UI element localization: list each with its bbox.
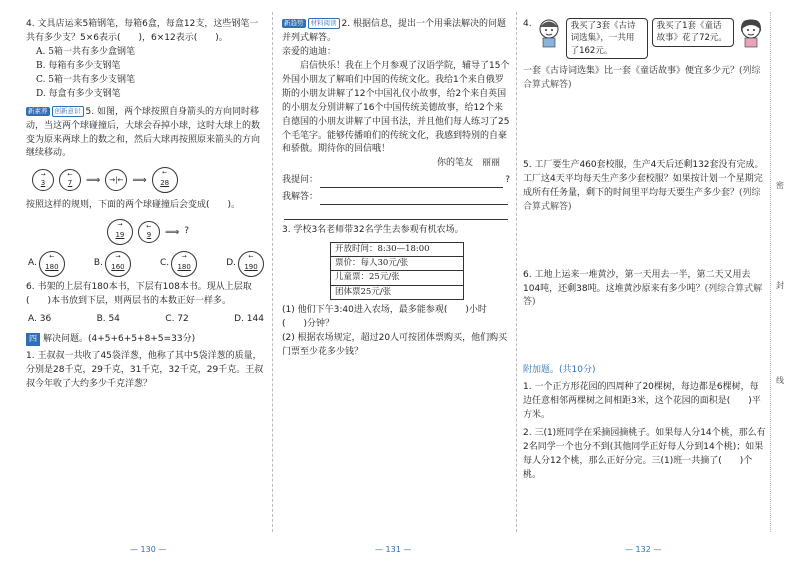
- question-4: [26, 18, 264, 102]
- option-b[interactable]: B. 每箱有多少支钢笔: [36, 60, 121, 71]
- page-number-left: — 130 —: [130, 545, 167, 554]
- extra-question-2: 2. 三(1)班同学在采摘园摘桃子。如果每人分14个桃，那么有2名同学一个也分不到(其他同学正好每人分到14个桃)；如果每人分12个桃，那么正好分完。三(1)班一共摘了( )个桃。: [523, 428, 766, 480]
- child-price: 儿童票：25元/张: [331, 271, 463, 285]
- seal-line: [770, 12, 771, 532]
- problem-4: [523, 18, 766, 155]
- option-a[interactable]: A. 36: [28, 314, 52, 325]
- right-column: [523, 18, 766, 487]
- answer-input-2[interactable]: [284, 208, 508, 220]
- option-c[interactable]: [160, 251, 197, 277]
- arrow-left-icon: ←: [162, 169, 168, 177]
- arrow-left-icon: ←: [49, 253, 55, 261]
- question-5-body: [26, 106, 264, 162]
- middle-column: [282, 18, 510, 364]
- ball-value: 9: [146, 230, 152, 239]
- problem-3-text: 3. 学校3名老师带32名学生去参观有机农场。: [282, 225, 464, 236]
- problem-3-sub2: (2) 根据农场规定，超过20人可按团体票购买，他们购买门票至少花多少钱？: [282, 332, 508, 357]
- arrow-left-icon: ←: [248, 253, 254, 261]
- option-letter: A.: [28, 258, 37, 269]
- problem-3-sub1: (1) 他们下午3:40进入农场，最多能参观( )小时( )分钟？: [282, 304, 487, 329]
- arrow-right-icon: →: [115, 253, 121, 261]
- tag-new-literacy: 新素养: [28, 106, 48, 115]
- letter-body: 启信快乐！我在上个月参观了汉语学院，辅导了15个外国小朋友了解咱们中国的传统文化。我给1个来自俄罗斯的小朋友讲解了12个中国礼仪小故事，给2个来自英国的小朋友分别讲解了16个中国传统美德故事，给12个来自德国的小朋友讲解了中国书法，并且他们每人练习了25个毛笔字。能够传播咱们的传统文化，我感到特别的自豪和骄傲。期待你的回信哦！: [282, 60, 510, 155]
- implies-icon: ⟹: [86, 174, 101, 186]
- arrow-left-icon: ←: [67, 171, 73, 179]
- ball-option: [105, 251, 131, 277]
- answer-area[interactable]: [523, 310, 766, 358]
- ball-diagram-1: [32, 167, 264, 193]
- option-d[interactable]: D. 144: [234, 314, 264, 325]
- speech-bubble-boy: 我买了3套《古诗词选集》，一共用了162元。: [566, 18, 648, 59]
- question-6-text: 6. 书架的上层有180本书，下层有108本书。现从上层取( )本书放到下层，则两层书的本数正好一样多。: [26, 282, 252, 307]
- ball-3-7-collide: →|←: [105, 169, 127, 191]
- ball-value: 160: [111, 262, 125, 271]
- question-4-text: 4. 文具店运来5箱钢笔，每箱6盒，每盒12支，这些钢笔一共有多少支？5×6表示( )，6×12表示( )。: [26, 19, 259, 43]
- option-c[interactable]: C. 5箱一共有多少支钢笔: [36, 74, 136, 85]
- letter-greeting: 亲爱的迪迪：: [282, 46, 337, 57]
- tag-material-reading: 材料阅读: [308, 18, 340, 29]
- answer-area[interactable]: [523, 93, 766, 155]
- ask-input[interactable]: [320, 176, 503, 188]
- speech-bubble-girl: 我买了1套《童话故事》花了72元。: [652, 18, 734, 47]
- ask-end: ?: [505, 175, 510, 186]
- ball-value: 180: [177, 262, 191, 271]
- ask-label: 我提问：: [282, 175, 319, 186]
- ball-option: [39, 251, 65, 277]
- ball-value: 28: [160, 178, 170, 187]
- problem-4-num: 4.: [523, 19, 532, 29]
- question-mark: ?: [184, 226, 190, 237]
- ball-3: [32, 169, 54, 191]
- question-5-text: 5. 如图，两个球按照自身箭头的方向同时移动，当这两个球碰撞后，大球会吞掉小球，这时大球上的数变为原来两球上的数之和，然后大球再按照原来箭头的方向继续移动。: [26, 106, 261, 159]
- option-letter: B.: [93, 258, 103, 269]
- tag-innovation: 创新意识: [52, 106, 84, 117]
- option-c[interactable]: C. 72: [165, 314, 189, 325]
- answer-label: 我解答：: [282, 192, 319, 203]
- problem-4-hint: (列综合算式解答): [523, 65, 761, 90]
- section-4-header: [26, 333, 264, 347]
- ball-value: 19: [115, 230, 125, 239]
- boy-avatar-icon: [536, 18, 562, 48]
- problem-6-text: 6. 工地上运来一堆黄沙，第一天用去一半，第二天又用去104吨，还剩38吨。这堆黄沙原来有多少吨？: [523, 269, 751, 294]
- problem-4-text: [523, 65, 766, 93]
- option-b[interactable]: [94, 251, 131, 277]
- answer-field-2: [282, 208, 510, 220]
- ball-28: [152, 167, 178, 193]
- option-letter: D.: [226, 258, 236, 269]
- option-b[interactable]: B. 54: [96, 314, 120, 325]
- ticket-price: 票价：每人30元/张: [331, 257, 463, 271]
- seal-char-1: 密: [776, 181, 784, 190]
- question-5: [26, 106, 264, 278]
- option-d[interactable]: [226, 251, 264, 277]
- problem-2: [282, 18, 510, 220]
- ball-9: [138, 221, 160, 243]
- open-hours: 开放时间：8:30—18:00: [331, 243, 463, 257]
- problem-5: [523, 159, 766, 265]
- problem-6: [523, 269, 766, 359]
- answer-input[interactable]: [320, 193, 508, 205]
- option-d[interactable]: D. 每盒有多少支钢笔: [36, 88, 121, 99]
- question-5-after: 按照这样的规则，下面的两个球碰撞后会变成( )。: [26, 200, 241, 211]
- answer-field: [282, 191, 510, 205]
- problem-2-body: [282, 18, 510, 46]
- group-price: 团体票25元/张: [335, 286, 392, 297]
- problem-4-question: 一套《古诗词选集》比一套《童话故事》便宜多少元？: [523, 65, 740, 76]
- ball-value: 190: [244, 262, 258, 271]
- left-column: [26, 18, 264, 396]
- ask-field: [282, 174, 510, 188]
- problem-5-hint: (列综合算式解答): [523, 187, 761, 212]
- option-letter: C.: [160, 258, 170, 269]
- ball-19: [107, 219, 133, 245]
- arrow-right-icon: →: [40, 171, 46, 179]
- arrow-left-icon: ←: [146, 223, 152, 231]
- letter-signature: 你的笔友 丽丽: [436, 158, 500, 169]
- implies-icon: ⟹: [164, 226, 180, 238]
- tag-new-trend: 新趋势: [284, 19, 304, 27]
- ball-value: 180: [45, 262, 59, 271]
- farm-info-box: [330, 242, 464, 300]
- problem-1: 1. 王叔叔一共收了45袋洋葱，他称了其中5袋洋葱的质量，分别是28千克，29千克，31千克，32千克，29千克。王叔叔今年收了大约多少千克洋葱？: [26, 351, 264, 389]
- option-a[interactable]: A. 5箱一共有多少盒钢笔: [36, 46, 135, 57]
- answer-area[interactable]: [523, 215, 766, 265]
- extra-section-title: 附加题。(共10分): [523, 365, 596, 376]
- section-title: 解决问题。(4+5+6+5+8+5=33分): [43, 334, 196, 345]
- column-divider: [516, 12, 517, 532]
- ball-7: [59, 169, 81, 191]
- seal-char-2: 封: [776, 281, 784, 290]
- section-number: 四: [26, 333, 40, 345]
- problem-2-text: 2. 根据信息，提出一个用乘法解决的问题并列式解答。: [282, 19, 506, 43]
- ball-value: 7: [67, 178, 73, 187]
- question-6: [26, 281, 264, 327]
- dialog-row: [523, 18, 766, 59]
- page-number-middle: — 131 —: [375, 545, 412, 554]
- question-5-options: [28, 251, 264, 277]
- ball-option: [238, 251, 264, 277]
- seal-char-3: 线: [776, 376, 784, 385]
- column-divider: [272, 12, 273, 532]
- arrow-right-icon: →: [181, 253, 187, 261]
- extra-question-1: 1. 一个正方形花园的四周种了20棵树，每边都是6棵树，每边任意相邻两棵树之间相距3米，这个花园的面积是( )平方米。: [523, 382, 761, 421]
- ball-diagram-2: [32, 219, 264, 245]
- problem-6-hint: (列综合算式解答): [523, 283, 763, 308]
- question-6-options: [28, 313, 264, 327]
- page-number-right: — 132 —: [625, 545, 662, 554]
- problem-3: [282, 224, 510, 359]
- girl-avatar-icon: [738, 18, 764, 48]
- implies-icon: ⟹: [132, 174, 147, 186]
- problem-5-text: 5. 工厂要生产460套校服，生产4天后还剩132套没有完成。工厂这4天平均每天生产多少套校服？如果按计划一个星期完成所有任务量，剩下的时间里平均每天要生产多少套？: [523, 159, 764, 198]
- option-a[interactable]: [28, 251, 65, 277]
- ball-value: 3: [40, 178, 46, 187]
- ball-option: [171, 251, 197, 277]
- arrow-right-icon: →: [117, 221, 123, 229]
